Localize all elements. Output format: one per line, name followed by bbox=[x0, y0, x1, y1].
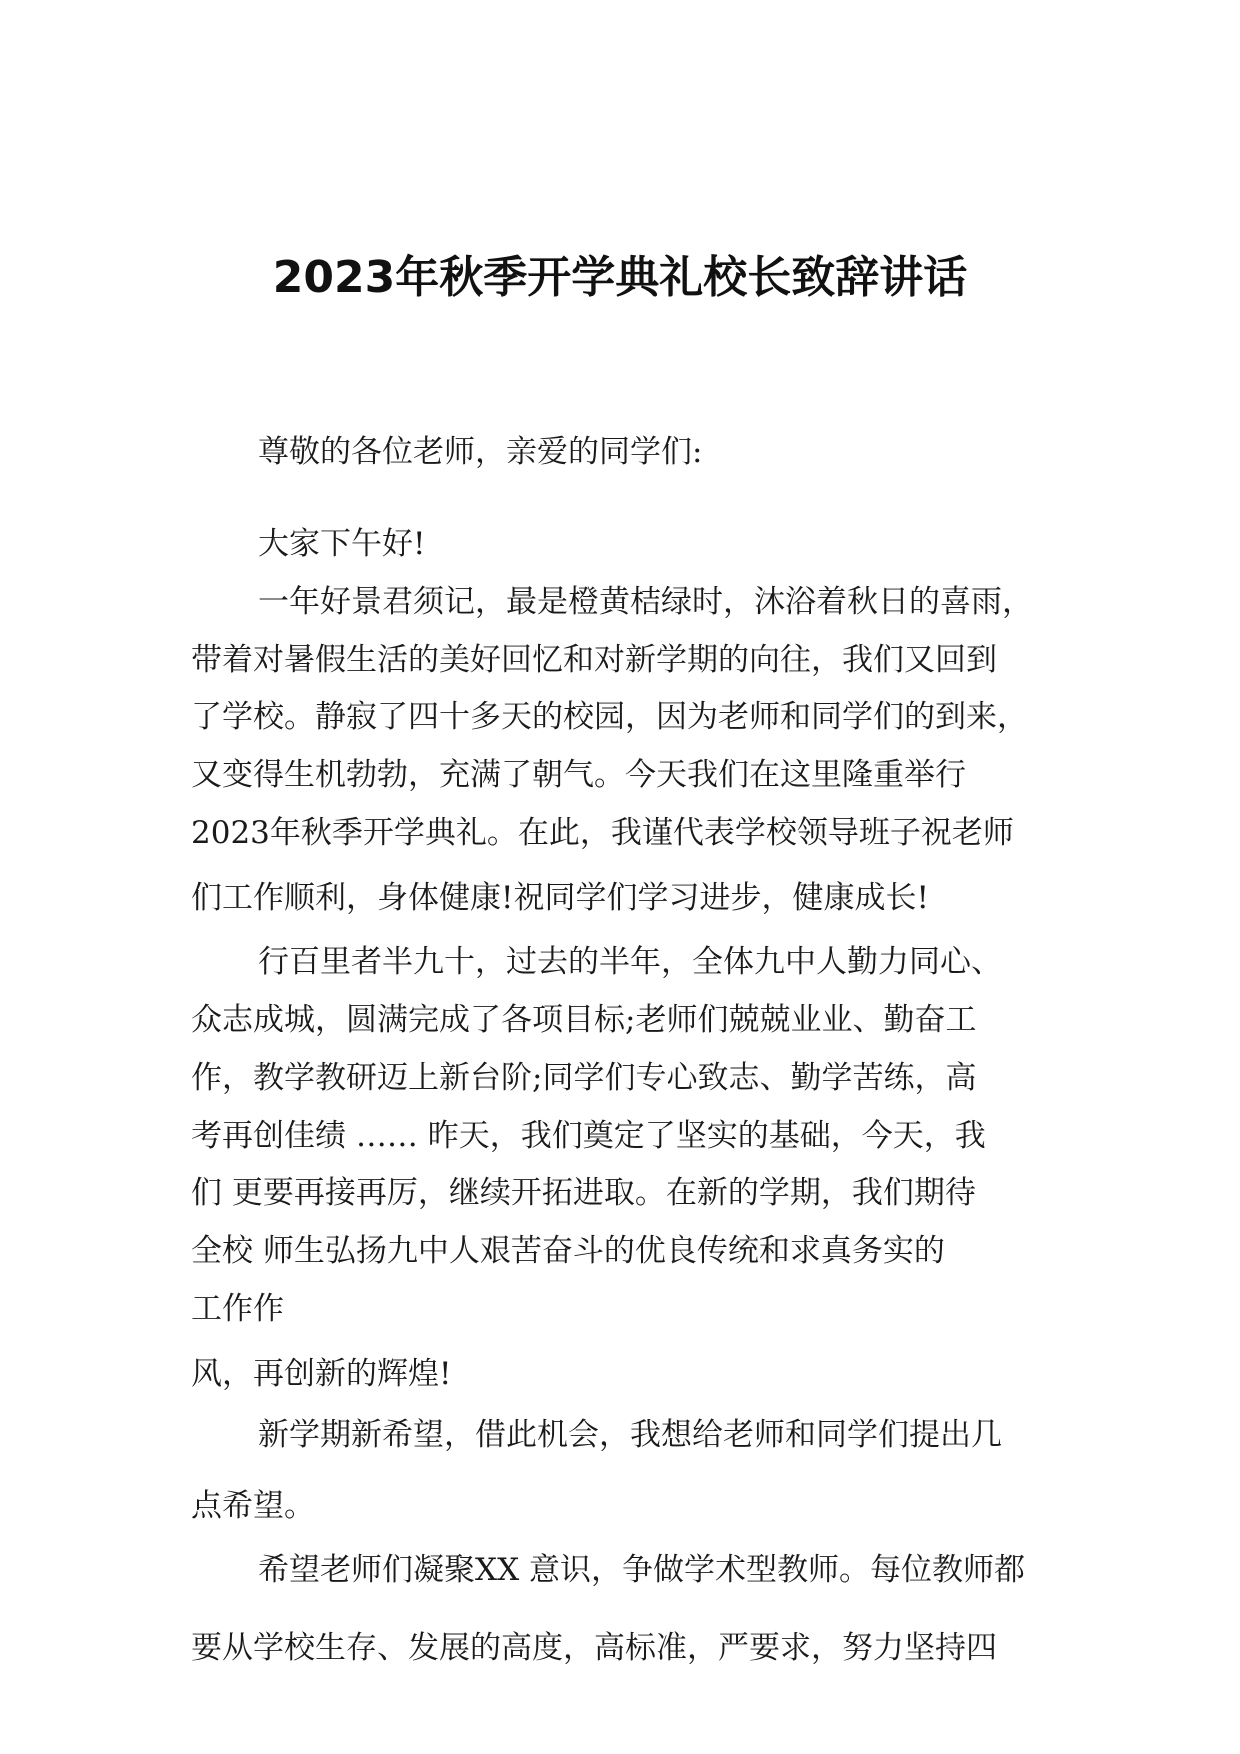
salutation-line: 尊敬的各位老师，亲爱的同学们: bbox=[258, 434, 703, 470]
paragraph-line: 作，教学教研迈上新台阶;同学们专心致志、勤学苦练，高 bbox=[191, 1060, 977, 1096]
paragraph-line: 带着对暑假生活的美好回忆和对新学期的向往，我们又回到 bbox=[191, 642, 997, 678]
paragraph-line: 了学校。静寂了四十多天的校园，因为老师和同学们的到来， bbox=[191, 699, 1028, 735]
paragraph-line: 新学期新希望，借此机会，我想给老师和同学们提出几 bbox=[258, 1417, 1002, 1453]
paragraph-line: 众志成城，圆满完成了各项目标;老师们兢兢业业、勤奋工 bbox=[191, 1002, 977, 1038]
paragraph-line: 又变得生机勃勃，充满了朝气。今天我们在这里隆重举行 bbox=[191, 757, 966, 793]
paragraph-line: 考再创佳绩 …… 昨天，我们奠定了坚实的基础，今天，我 bbox=[191, 1118, 986, 1154]
paragraph-line: 行百里者半九十，过去的半年，全体九中人勤力同心、 bbox=[258, 944, 1002, 980]
greeting-line: 大家下午好! bbox=[258, 526, 426, 562]
paragraph-line: 要从学校生存、发展的高度，高标准，严要求，努力坚持四 bbox=[191, 1630, 997, 1666]
paragraph-line: 2023年秋季开学典礼。在此，我谨代表学校领导班子祝老师 bbox=[191, 815, 1014, 851]
paragraph-line: 希望老师们凝聚XX 意识，争做学术型教师。每位教师都 bbox=[258, 1552, 1025, 1588]
paragraph-line: 全校 师生弘扬九中人艰苦奋斗的优良传统和求真务实的 bbox=[191, 1233, 945, 1269]
document-title: 2023年秋季开学典礼校长致辞讲话 bbox=[272, 252, 968, 303]
paragraph-line: 点希望。 bbox=[191, 1488, 315, 1524]
paragraph-line: 风，再创新的辉煌! bbox=[191, 1356, 452, 1392]
paragraph-line: 们工作顺利，身体健康!祝同学们学习进步，健康成长! bbox=[191, 880, 929, 916]
paragraph-line: 工作作 bbox=[191, 1291, 284, 1327]
paragraph-line: 一年好景君须记，最是橙黄桔绿时，沐浴着秋日的喜雨， bbox=[258, 584, 1033, 620]
paragraph-line: 们 更要再接再厉，继续开拓进取。在新的学期，我们期待 bbox=[191, 1175, 976, 1211]
